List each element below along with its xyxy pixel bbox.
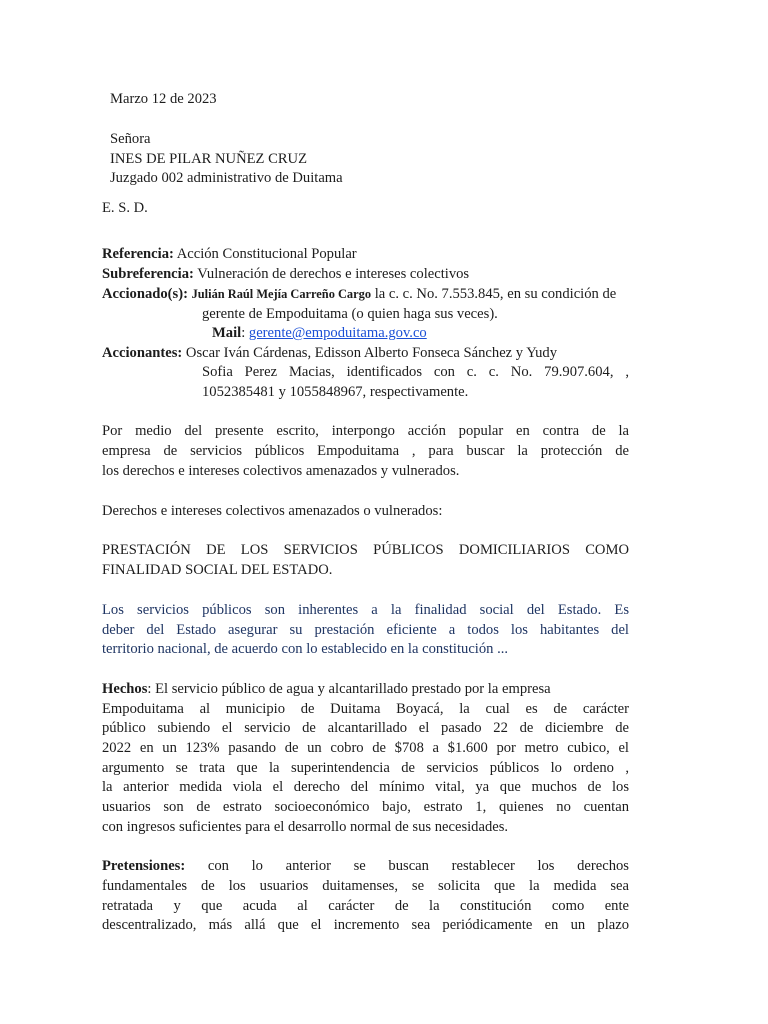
mail-link[interactable]: gerente@empoduitama.gov.co [248, 325, 427, 341]
mail-label: Mail [212, 325, 242, 341]
subreferencia-label: Subreferencia: [102, 266, 194, 282]
hechos-line: con ingresos suficientes para el desarrollo normal de sus necesidades. [102, 819, 509, 835]
section-title-line: PRESTACIÓN DE LOS SERVICIOS PÚBLICOS DOMICILIARIOS COMO [102, 542, 629, 558]
recipient-court: Juzgado 002 administrativo de Duitama [110, 170, 343, 186]
mail-line [212, 324, 739, 344]
hechos-line: 2022 en un 123% pasando de un cobro de $708 a $1.600 por metro cubico, el [102, 740, 629, 756]
accionantes-line2: Sofia Perez Macias, identificados con c. c. No. 79.907.604, , [202, 364, 629, 380]
accionado-label: Accionado(s): [102, 286, 188, 302]
accionantes-line1: Oscar Iván Cárdenas, Edisson Alberto Fonseca Sánchez y Yudy [185, 345, 558, 361]
mail-colon: : [241, 325, 246, 341]
hechos-line: público subiendo el servicio de alcantarillado el pasado 22 de diciembre de [102, 720, 629, 736]
pretensiones-line: fundamentales de los usuarios duitamenses, se solicita que la medida sea [102, 878, 629, 894]
hechos-line: la anterior medida viola el derecho del mínimo vital, ya que muchos de los [102, 779, 629, 795]
section-title-line: FINALIDAD SOCIAL DEL ESTADO. [102, 562, 333, 578]
accionantes-label: Accionantes: [102, 345, 183, 361]
referencia-label: Referencia: [102, 246, 174, 262]
intro-line: Por medio del presente escrito, interpongo acción popular en contra de la [102, 423, 629, 439]
accionado-line1-rest: la c. c. No. 7.553.845, en su condición de [374, 286, 617, 302]
pretensiones-line1-rest: con lo anterior se buscan restablecer los derechos [185, 858, 629, 874]
salutation: Señora [110, 131, 151, 147]
pretensiones-line [102, 857, 629, 877]
hechos-line: argumento se trata que la superintendencia de servicios públicos lo ordeno , [102, 760, 629, 776]
recipient-name: INES DE PILAR NUÑEZ CRUZ [110, 151, 308, 167]
hechos-line1-rest: : El servicio público de agua y alcantarillado prestado por la empresa [147, 681, 551, 697]
subreferencia-line [102, 265, 629, 285]
quote-line: Los servicios públicos son inherentes a la finalidad social del Estado. Es [102, 602, 629, 618]
accionado-line [102, 285, 672, 305]
pretensiones-label: Pretensiones: [102, 858, 186, 874]
derechos-heading: Derechos e intereses colectivos amenazados o vulnerados: [102, 503, 443, 519]
pretensiones-line: retratada y que acuda al carácter de la constitución como ente [102, 898, 629, 914]
quote-line: deber del Estado asegurar su prestación eficiente a todos los habitantes del [102, 622, 629, 638]
esd-line: E. S. D. [102, 200, 148, 216]
hechos-line [102, 680, 629, 700]
quote-line: territorio nacional, de acuerdo con lo establecido en la constitución ... [102, 641, 509, 657]
accionado-name: Julián Raúl Mejía Carreño Cargo [191, 287, 372, 301]
hechos-label: Hechos [102, 681, 148, 697]
referencia-line [102, 245, 629, 265]
intro-line: empresa de servicios públicos Empoduitama , para buscar la protección de [102, 443, 629, 459]
letter-date: Marzo 12 de 2023 [110, 91, 217, 107]
hechos-line: usuarios son de estrato socioeconómico bajo, estrato 1, quienes no cuentan [102, 799, 629, 815]
accionantes-line3: 1052385481 y 1055848967, respectivamente. [202, 384, 469, 400]
intro-line: los derechos e intereses colectivos amenazados y vulnerados. [102, 463, 460, 479]
referencia-value: Acción Constitucional Popular [176, 246, 357, 262]
hechos-line: Empoduitama al municipio de Duitama Boyacá, la cual es de carácter [102, 701, 629, 717]
accionado-line2: gerente de Empoduitama (o quien haga sus veces). [202, 306, 498, 322]
pretensiones-line: descentralizado, más allá que el incremento sea periódicamente en un plazo [102, 917, 629, 933]
accionantes-line [102, 344, 629, 364]
subreferencia-value: Vulneración de derechos e intereses colectivos [197, 266, 470, 282]
